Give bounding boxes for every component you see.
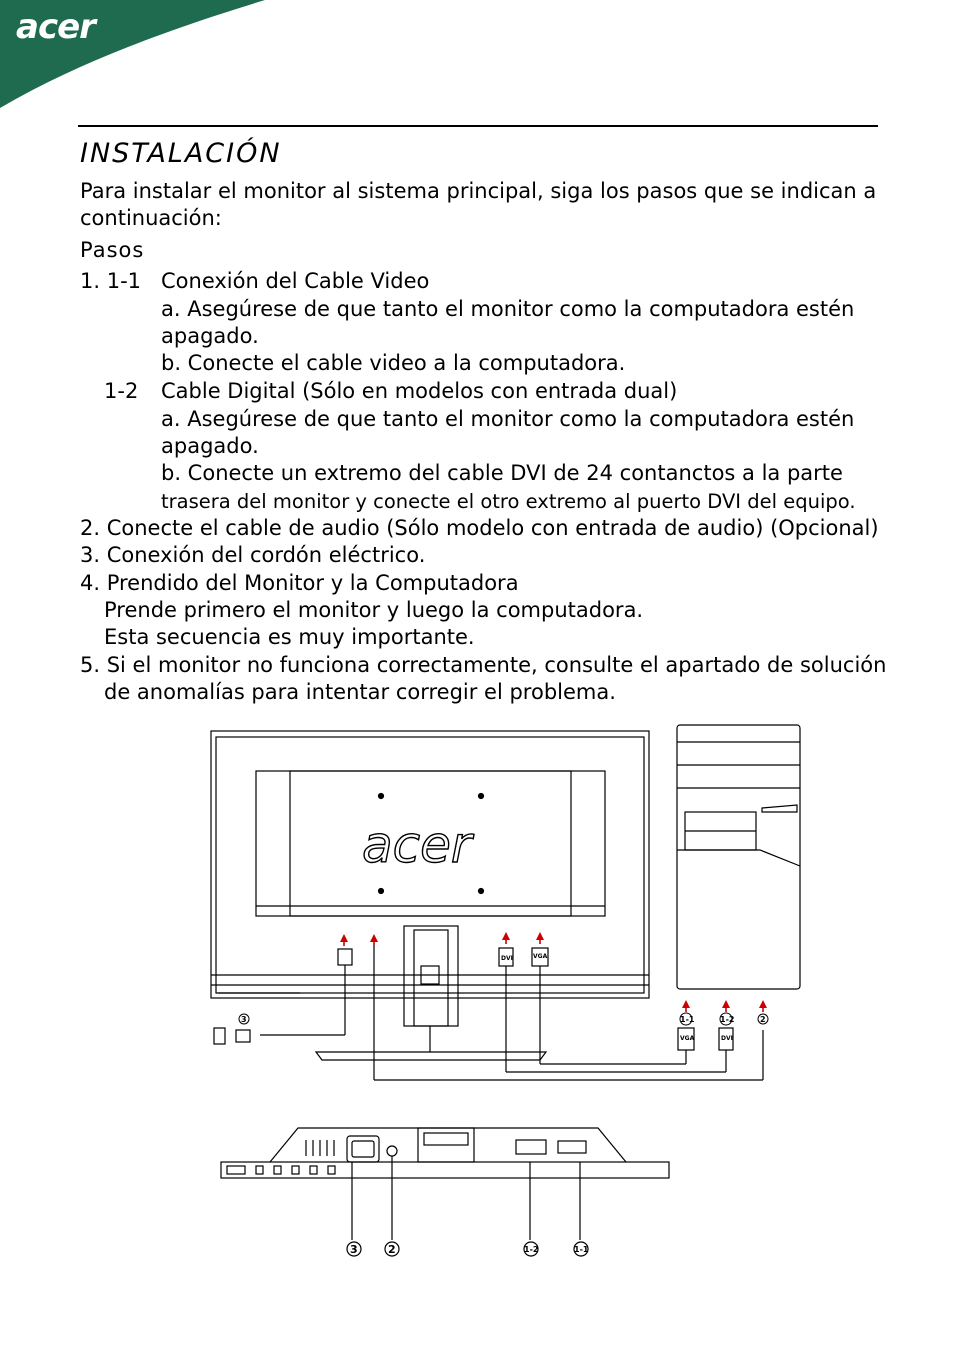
step-1-1-a-line2: apagado. xyxy=(161,324,259,348)
pc-label-2: 2 xyxy=(760,1015,766,1024)
panel-audio-jack xyxy=(387,1146,397,1156)
header-rule xyxy=(78,125,878,127)
svg-text:acer: acer xyxy=(16,7,95,47)
pc-label-1-1: 1-1 xyxy=(680,1015,695,1024)
svg-text:acer: acer xyxy=(362,816,472,874)
panel-label-2: 2 xyxy=(388,1243,396,1256)
panel-vga-port xyxy=(558,1141,586,1153)
connection-arrows xyxy=(344,936,763,1012)
connection-diagram xyxy=(0,715,954,1085)
dvi-label: DVI xyxy=(501,955,513,962)
step-2: 2. Conecte el cable de audio (Sólo modelo con entrada de audio) (Opcional) xyxy=(80,516,879,540)
step-4-line-3: Esta secuencia es muy importante. xyxy=(104,625,475,649)
step-4: 4. Prendido del Monitor y la Computadora xyxy=(80,571,519,595)
step-1-2-b-line2: trasera del monitor y conecte el otro extremo al puerto DVI del equipo. xyxy=(161,490,856,513)
header-banner xyxy=(0,0,954,110)
step-1-number: 1. 1-1 xyxy=(80,269,142,293)
step-1-1-a-line1: a. Asegúrese de que tanto el monitor como la computadora estén xyxy=(161,297,855,321)
step-1-1-label: Conexión del Cable Video xyxy=(161,269,430,293)
pc-dvi-label: DVI xyxy=(721,1035,733,1042)
intro-line-2: continuación: xyxy=(80,206,222,230)
step-1-2-a-line1: a. Asegúrese de que tanto el monitor como la computadora estén xyxy=(161,407,855,431)
step-1-2-b-line1: b. Conecte un extremo del cable DVI de 24 contanctos a la parte xyxy=(161,461,843,485)
page-title: INSTALACIÓN xyxy=(80,138,282,169)
panel-label-3: 3 xyxy=(350,1243,358,1256)
step-1-1-b: b. Conecte el cable video a la computadora. xyxy=(161,351,626,375)
acer-logo xyxy=(16,7,98,47)
step-1-2-number: 1-2 xyxy=(104,379,139,403)
pc-label-1-2: 1-2 xyxy=(720,1015,735,1024)
step-5-line-1: 5. Si el monitor no funciona correctamente, consulte el apartado de solución xyxy=(80,653,887,677)
panel-label-1-1: 1-1 xyxy=(574,1245,589,1254)
step-3: 3. Conexión del cordón eléctrico. xyxy=(80,543,426,567)
power-label-3: 3 xyxy=(241,1015,247,1024)
connector-panel-diagram xyxy=(0,1120,954,1270)
monitor-stand xyxy=(404,926,458,1026)
pasos-label: Pasos xyxy=(80,238,145,262)
pc-vga-label: VGA xyxy=(680,1035,695,1042)
panel-label-1-2: 1-2 xyxy=(524,1245,539,1254)
panel-dvi-port xyxy=(516,1140,546,1154)
intro-line-1: Para instalar el monitor al sistema principal, siga los pasos que se indican a xyxy=(80,179,877,203)
wall-socket-icon xyxy=(214,1028,225,1044)
step-1-2-a-line2: apagado. xyxy=(161,434,259,458)
step-5-line-2: de anomalías para intentar corregir el problema. xyxy=(104,680,616,704)
step-1-2-label: Cable Digital (Sólo en modelos con entrada dual) xyxy=(161,379,678,403)
step-4-line-2: Prende primero el monitor y luego la computadora. xyxy=(104,598,644,622)
vga-label: VGA xyxy=(533,953,548,960)
